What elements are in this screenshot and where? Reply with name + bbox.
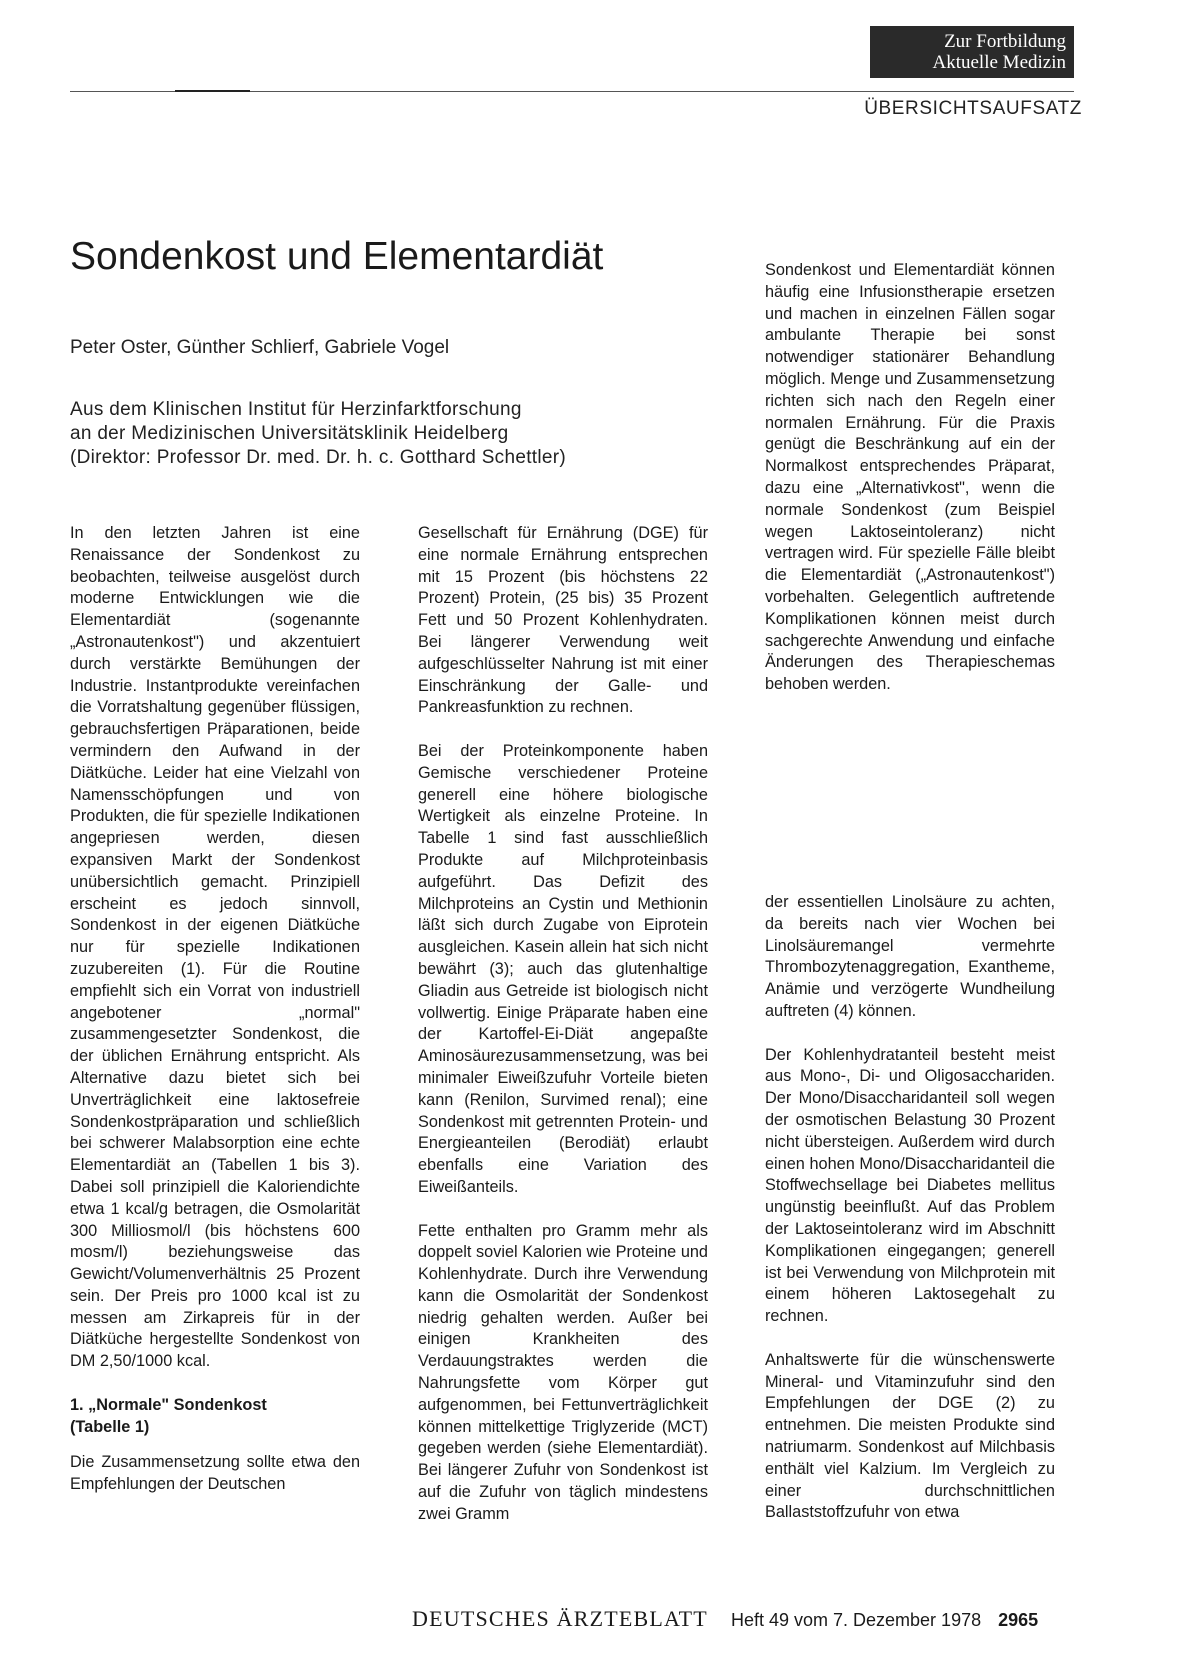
affiliation-line: (Direktor: Professor Dr. med. Dr. h. c. Gotthard Schettler)	[70, 447, 567, 468]
journal-name: DEUTSCHES ÄRZTEBLATT	[412, 1606, 708, 1631]
section-heading-line: (Tabelle 1)	[70, 1417, 150, 1436]
page-number: 2965	[998, 1610, 1039, 1630]
article-affiliation	[70, 398, 566, 470]
category-badge	[870, 26, 1074, 78]
page-footer	[412, 1606, 1038, 1632]
body-paragraph: Der Kohlenhydratanteil besteht meist aus Mono-, Di- und Oligosacchariden. Der Mono/Disaccharidanteil soll wegen der osmotischen Belastung 30 Prozent nicht übersteigen. Außerdem wird durch einen hohen Mono/Disaccharidanteil die Stoffwechsellage bei Diabetes mellitus ungünstig beeinflußt. Auf das Problem der Laktoseintoleranz wird im Abschnitt Komplikationen eingegangen; generell ist bei Verwendung von Milchprotein mit einem höheren Laktosegehalt zu rechnen.	[765, 1045, 1055, 1326]
badge-line-2: Aktuelle Medizin	[932, 52, 1066, 73]
article-authors: Peter Oster, Günther Schlierf, Gabriele Vogel	[70, 337, 450, 358]
article-title: Sondenkost und Elementardiät	[70, 235, 604, 278]
body-paragraph: der essentiellen Linolsäure zu achten, da bereits nach vier Wochen bei Linolsäuremangel vermehrte Thrombozytenaggregation, Exantheme, Anämie und verzögerte Wundheilung auftreten (4) können.	[765, 893, 1055, 1020]
badge-line-1: Zur Fortbildung	[944, 31, 1066, 52]
body-paragraph: Fette enthalten pro Gramm mehr als doppelt soviel Kalorien wie Proteine und Kohlenhydrate. Durch ihre Verwendung kann die Osmolarität der Sondenkost niedrig gehalten werden. Außer bei einigen Krankheiten des Verdauungstraktes werden die Nahrungsfette vom Körper gut aufgenommen, bei Fettunverträglichkeit können mittelkettige Triglyzeride (MCT) gegeben werden (siehe Elementardiät). Bei längerer Zufuhr von Sondenkost ist auf die Zufuhr von täglich mindestens zwei Gramm	[418, 1221, 708, 1523]
body-paragraph: In den letzten Jahren ist eine Renaissance der Sondenkost zu beobachten, teilweise ausgelöst durch moderne Entwicklungen wie die Elementardiät (sogenannte „Astronautenkost") und akzentuiert durch verstärkte Bemühungen der Industrie. Instantprodukte vereinfachen die Vorratshaltung gegenüber flüssigen, gebrauchsfertigen Präparationen, beide vermindern den Aufwand in der Diätküche. Leider hat eine Vielzahl von Namensschöpfungen und von Produkten, die für spezielle Indikationen angepriesen werden, diesen expansiven Markt der Sondenkost unübersichtlich gemacht. Prinzipiell erscheint es jedoch sinnvoll, Sondenkost in der eigenen Diätküche nur für spezielle Indikationen zuzubereiten (1). Für die Routine empfiehlt sich ein Vorrat von industriell angebotener „normal" zusammengesetzter Sondenkost, die der üblichen Ernährung entspricht. Als Alternative dazu bietet sich bei Unverträglichkeit eine laktosefreie Sondenkostpräparation und schließlich bei schwerer Malabsorption eine echte Elementardiät an (Tabellen 1 bis 3). Dabei soll prinzipiell die Kaloriendichte etwa 1 kcal/g betragen, die Osmolarität 300 Milliosmol/l (bis höchstens 600 mosm/l) beziehungsweise das Gewicht/Volumenverhältnis 25 Prozent sein. Der Preis pro 1000 kcal ist zu messen am Zirkapreis für in der Diätküche hergestellte Sondenkost von DM 2,50/1000 kcal.	[70, 524, 360, 1371]
body-paragraph: Gesellschaft für Ernährung (DGE) für eine normale Ernährung entsprechen mit 15 Prozent (bis höchstens 22 Prozent) Protein, (25 bis) 35 Prozent Fett und 50 Prozent Kohlenhydraten. Bei längerer Verwendung weit aufgeschlüsselter Nahrung ist mit einer Einschränkung der Galle- und Pankreasfunktion zu rechnen.	[418, 524, 708, 717]
body-paragraph: Bei der Proteinkomponente haben Gemische verschiedener Proteine generell eine höhere biologische Wertigkeit als einzelne Proteine. In Tabelle 1 sind fast ausschließlich Produkte auf Milchproteinbasis aufgeführt. Das Defizit des Milchproteins an Cystin und Methionin läßt sich durch Zugabe von Eiprotein ausgleichen. Kasein allein hat sich nicht bewährt (3); auch das glutenhaltige Gliadin aus Getreide ist biologisch nicht vollwertig. Einige Präparate haben eine der Kartoffel-Ei-Diät angepaßte Aminosäurezusammensetzung, was bei minimaler Eiweißzufuhr Vorteile bieten kann (Renilon, Survimed renal); eine Sondenkost mit getrennten Protein- und Energieanteilen (Berodiät) erlaubt ebenfalls eine Variation des Eiweißanteils.	[418, 741, 708, 1196]
abstract-column	[765, 260, 1055, 718]
issue-info: Heft 49 vom 7. Dezember 1978	[730, 1610, 982, 1630]
section-label: ÜBERSICHTSAUFSATZ	[864, 98, 1082, 119]
body-paragraph: Die Zusammensetzung sollte etwa den Empfehlungen der Deutschen	[70, 1453, 360, 1494]
text-column-3	[765, 892, 1055, 1546]
section-heading-line: 1. „Normale" Sondenkost	[70, 1395, 267, 1414]
text-column-1	[70, 523, 360, 1518]
body-paragraph: Anhaltswerte für die wünschenswerte Mineral- und Vitaminzufuhr sind den Empfehlungen der DGE (2) zu entnehmen. Die meisten Produkte sind natriumarm. Sondenkost auf Milchbasis enthält viel Kalzium. Im Vergleich zu einer durchschnittlichen Ballaststoffzufuhr von etwa	[765, 1350, 1055, 1522]
affiliation-line: an der Medizinischen Universitätsklinik Heidelberg	[70, 423, 509, 444]
header-rule-accent	[175, 90, 250, 92]
abstract-paragraph: Sondenkost und Elementardiät können häufig eine Infusionstherapie ersetzen und machen in einzelnen Fällen sogar ambulante Therapie bei sonst notwendiger stationärer Behandlung möglich. Menge und Zusammensetzung richten sich nach den Regeln einer normalen Ernährung. Für die Praxis genügt die Beschränkung auf ein der Normalkost entsprechendes Präparat, dazu eine „Alternativkost", wenn die normale Sondenkost (zum Beispiel wegen Laktoseintoleranz) nicht vertragen wird. Für spezielle Fälle bleibt die Elementardiät („Astronautenkost") vorbehalten. Gelegentlich auftretende Komplikationen können meist durch sachgerechte Anwendung und einfache Änderungen des Therapieschemas behoben werden.	[765, 261, 1055, 694]
section-heading	[70, 1395, 360, 1439]
affiliation-line: Aus dem Klinischen Institut für Herzinfarktforschung	[70, 399, 522, 420]
text-column-2	[418, 523, 708, 1547]
